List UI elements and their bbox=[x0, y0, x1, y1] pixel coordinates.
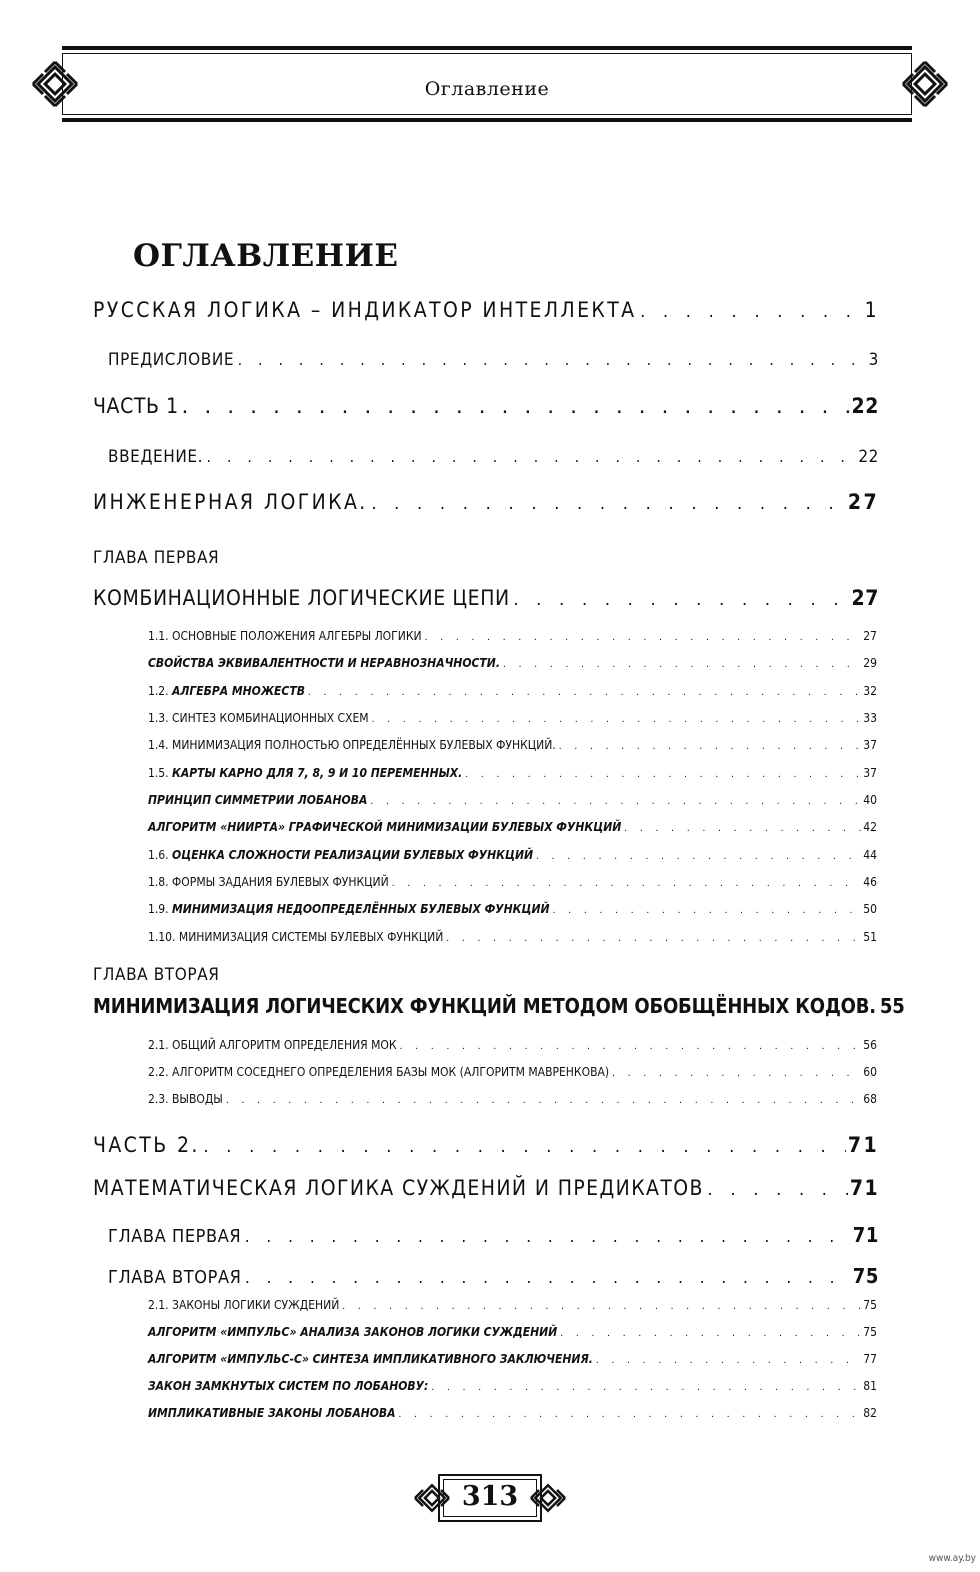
toc-entry[interactable] bbox=[148, 820, 877, 834]
leader-dots bbox=[370, 497, 846, 513]
toc-entry[interactable] bbox=[108, 1223, 879, 1247]
toc-entry[interactable] bbox=[93, 490, 879, 514]
toc-entry[interactable] bbox=[93, 1133, 879, 1157]
leader-dots bbox=[236, 354, 866, 368]
toc-entry-title: ПРЕДИСЛОВИЕ bbox=[108, 350, 235, 370]
toc-entry-number: 1.5. bbox=[148, 766, 169, 780]
toc-entry[interactable] bbox=[148, 738, 877, 752]
toc-entry[interactable] bbox=[148, 1065, 877, 1079]
toc-entry[interactable] bbox=[148, 1038, 877, 1052]
leader-dots bbox=[638, 305, 862, 321]
leader-dots bbox=[611, 1069, 861, 1078]
toc-entry[interactable] bbox=[148, 711, 877, 725]
leader-dots bbox=[243, 1231, 850, 1246]
toc-entry-title: ГЛАВА ВТОРАЯ bbox=[108, 1267, 242, 1288]
toc-entry-title: МАТЕМАТИЧЕСКАЯ ЛОГИКА СУЖДЕНИЙ И ПРЕДИКАТОВ bbox=[93, 1176, 704, 1200]
toc-entry[interactable] bbox=[148, 1092, 877, 1106]
leader-dots bbox=[424, 633, 862, 642]
leader-dots bbox=[512, 593, 850, 609]
toc-entry-page: 71 bbox=[847, 1133, 879, 1157]
toc-entry-page: 42 bbox=[863, 820, 877, 834]
toc-entry-title: 2.3. ВЫВОДЫ bbox=[148, 1092, 223, 1106]
leader-dots bbox=[202, 1140, 846, 1156]
toc-entry-page: 44 bbox=[863, 848, 877, 862]
toc-entry-page: 27 bbox=[847, 490, 879, 514]
toc-entry[interactable] bbox=[93, 994, 905, 1018]
chapter-label: ГЛАВА ПЕРВАЯ bbox=[93, 548, 220, 568]
celtic-knot-ornament-icon bbox=[899, 58, 951, 110]
toc-entry-title: ПРИНЦИП СИММЕТРИИ ЛОБАНОВА bbox=[148, 793, 368, 807]
toc-entry[interactable] bbox=[108, 1264, 879, 1288]
toc-entry-title: ЧАСТЬ 1 bbox=[93, 394, 179, 418]
toc-entry-page: 71 bbox=[852, 1223, 879, 1247]
toc-entry-title: ОЦЕНКА СЛОЖНОСТИ РЕАЛИЗАЦИИ БУЛЕВЫХ ФУНКЦИЙ bbox=[172, 848, 534, 862]
toc-entry-page: 55 bbox=[879, 994, 905, 1018]
toc-entry[interactable] bbox=[108, 350, 879, 370]
leader-dots bbox=[369, 797, 861, 806]
toc-entry-title: ВВЕДЕНИЕ. bbox=[108, 447, 204, 467]
leader-dots bbox=[181, 401, 850, 417]
toc-entry-number: 1.9. bbox=[148, 902, 169, 916]
toc-entry-page: 82 bbox=[863, 1406, 877, 1420]
toc-entry-page: 22 bbox=[858, 447, 879, 467]
toc-entry[interactable] bbox=[93, 394, 879, 418]
toc-entry-title: АЛГОРИТМ «НИИРТА» ГРАФИЧЕСКОЙ МИНИМИЗАЦИИ БУЛЕВЫХ ФУНКЦИЙ bbox=[148, 820, 622, 834]
toc-entry-title: РУССКАЯ ЛОГИКА – ИНДИКАТОР ИНТЕЛЛЕКТА bbox=[93, 298, 637, 322]
leader-dots bbox=[205, 451, 856, 465]
toc-entry[interactable] bbox=[148, 875, 877, 889]
leader-dots bbox=[244, 1272, 851, 1287]
toc-entry-page: 37 bbox=[863, 738, 877, 752]
toc-entry[interactable] bbox=[148, 1406, 877, 1420]
toc-entry-page: 40 bbox=[863, 793, 877, 807]
toc-entry-title: 1.3. СИНТЕЗ КОМБИНАЦИОННЫХ СХЕМ bbox=[148, 711, 369, 725]
toc-entry[interactable] bbox=[148, 1352, 877, 1366]
toc-entry-title: 1.1. ОСНОВНЫЕ ПОЛОЖЕНИЯ АЛГЕБРЫ ЛОГИКИ bbox=[148, 629, 422, 643]
toc-entry-page: 77 bbox=[863, 1352, 877, 1366]
toc-entry-number: 1.6. bbox=[148, 848, 169, 862]
leader-dots bbox=[502, 660, 861, 669]
celtic-knot-ornament-icon bbox=[528, 1478, 568, 1518]
toc-entry[interactable] bbox=[148, 629, 877, 643]
toc-entry-title: 2.2. АЛГОРИТМ СОСЕДНЕГО ОПРЕДЕЛЕНИЯ БАЗЫ МОК (АЛГОРИТМ МАВРЕНКОВА) bbox=[148, 1065, 610, 1079]
watermark: www.ay.by bbox=[928, 1553, 976, 1564]
toc-entry-title: СВОЙСТВА ЭКВИВАЛЕНТНОСТИ И НЕРАВНОЗНАЧНОСТИ. bbox=[148, 656, 500, 670]
toc-entry-title: ЧАСТЬ 2. bbox=[93, 1133, 200, 1157]
page-number: 313 bbox=[461, 1481, 519, 1512]
celtic-knot-ornament-icon bbox=[29, 58, 81, 110]
toc-entry-title: МИНИМИЗАЦИЯ НЕДООПРЕДЕЛЁННЫХ БУЛЕВЫХ ФУНКЦИЙ bbox=[172, 902, 550, 916]
toc-entry-title: АЛГОРИТМ «ИМПУЛЬС-С» СИНТЕЗА ИМПЛИКАТИВНОГО ЗАКЛЮЧЕНИЯ. bbox=[148, 1352, 593, 1366]
leader-dots bbox=[623, 824, 861, 833]
leader-dots bbox=[595, 1356, 861, 1365]
toc-entry-page: 3 bbox=[868, 350, 879, 370]
leader-dots bbox=[391, 879, 862, 888]
leader-dots bbox=[341, 1302, 861, 1311]
toc-entry-title: ЗАКОН ЗАМКНУТЫХ СИСТЕМ ПО ЛОБАНОВУ: bbox=[148, 1379, 429, 1393]
toc-entry[interactable] bbox=[148, 1298, 877, 1312]
toc-entry-number: 1.2. bbox=[148, 684, 169, 698]
toc-entry-page: 50 bbox=[863, 902, 877, 916]
toc-entry-title: 1.10. МИНИМИЗАЦИЯ СИСТЕМЫ БУЛЕВЫХ ФУНКЦИЙ bbox=[148, 930, 444, 944]
toc-entry-page: 32 bbox=[863, 684, 877, 698]
leader-dots bbox=[558, 742, 862, 751]
chapter-label: ГЛАВА ВТОРАЯ bbox=[93, 965, 220, 985]
toc-entry-page: 27 bbox=[851, 586, 879, 610]
page-number-frame bbox=[438, 1474, 542, 1522]
leader-dots bbox=[706, 1183, 848, 1199]
leader-dots bbox=[535, 852, 861, 861]
toc-entry-page: 22 bbox=[851, 394, 879, 418]
leader-dots bbox=[398, 1410, 862, 1419]
leader-dots bbox=[307, 688, 861, 697]
toc-entry-title: ГЛАВА ПЕРВАЯ bbox=[108, 1226, 242, 1247]
toc-entry[interactable] bbox=[108, 447, 879, 467]
toc-entry[interactable] bbox=[148, 793, 877, 807]
toc-entry-title: КАРТЫ КАРНО ДЛЯ 7, 8, 9 И 10 ПЕРЕМЕННЫХ. bbox=[172, 766, 463, 780]
toc-entry[interactable] bbox=[148, 1379, 877, 1393]
toc-entry-title: ИНЖЕНЕРНАЯ ЛОГИКА. bbox=[93, 490, 368, 514]
toc-entry-title: КОМБИНАЦИОННЫЕ ЛОГИЧЕСКИЕ ЦЕПИ bbox=[93, 586, 510, 610]
toc-entry-page: 56 bbox=[863, 1038, 877, 1052]
running-header-title: Оглавление bbox=[424, 78, 550, 100]
toc-entry-page: 68 bbox=[863, 1092, 877, 1106]
toc-entry-page: 60 bbox=[863, 1065, 877, 1079]
toc-entry[interactable] bbox=[93, 298, 879, 322]
leader-dots bbox=[445, 934, 861, 943]
toc-entry[interactable] bbox=[148, 930, 877, 944]
toc-entry[interactable] bbox=[93, 586, 879, 610]
toc-entry[interactable] bbox=[148, 656, 877, 670]
toc-entry[interactable] bbox=[148, 1325, 877, 1339]
leader-dots bbox=[552, 906, 862, 915]
leader-dots bbox=[399, 1042, 862, 1051]
leader-dots bbox=[559, 1329, 861, 1338]
toc-entry-page: 75 bbox=[852, 1264, 879, 1288]
toc-entry[interactable] bbox=[93, 1176, 879, 1200]
toc-entry[interactable] bbox=[148, 766, 877, 780]
leader-dots bbox=[430, 1383, 861, 1392]
toc-entry-page: 37 bbox=[863, 766, 877, 780]
toc-entry[interactable] bbox=[148, 848, 877, 862]
toc-entry-title: 2.1. ОБЩИЙ АЛГОРИТМ ОПРЕДЕЛЕНИЯ МОК bbox=[148, 1038, 397, 1052]
toc-entry[interactable] bbox=[148, 684, 877, 698]
toc-entry-title: 1.8. ФОРМЫ ЗАДАНИЯ БУЛЕВЫХ ФУНКЦИЙ bbox=[148, 875, 389, 889]
toc-entry-page: 75 bbox=[863, 1325, 877, 1339]
leader-dots bbox=[464, 770, 861, 779]
toc-entry-page: 46 bbox=[863, 875, 877, 889]
toc-entry[interactable] bbox=[148, 902, 877, 916]
toc-entry-page: 29 bbox=[863, 656, 877, 670]
toc-entry-title: 1.4. МИНИМИЗАЦИЯ ПОЛНОСТЬЮ ОПРЕДЕЛЁННЫХ БУЛЕВЫХ ФУНКЦИЙ. bbox=[148, 738, 556, 752]
toc-entry-title: 2.1. ЗАКОНЫ ЛОГИКИ СУЖДЕНИЙ bbox=[148, 1298, 340, 1312]
toc-entry-page: 81 bbox=[863, 1379, 877, 1393]
toc-entry-page: 1 bbox=[864, 298, 879, 322]
toc-entry-page: 51 bbox=[863, 930, 877, 944]
toc-heading: ОГЛАВЛЕНИЕ bbox=[133, 238, 399, 274]
toc-entry-page: 75 bbox=[863, 1298, 877, 1312]
toc-entry-title: ИМПЛИКАТИВНЫЕ ЗАКОНЫ ЛОБАНОВА bbox=[148, 1406, 396, 1420]
toc-entry-title: АЛГЕБРА МНОЖЕСТВ bbox=[172, 684, 305, 698]
leader-dots bbox=[225, 1096, 861, 1105]
toc-entry-page: 33 bbox=[863, 711, 877, 725]
toc-entry-page: 71 bbox=[849, 1176, 879, 1200]
leader-dots bbox=[371, 715, 862, 724]
toc-entry-title: МИНИМИЗАЦИЯ ЛОГИЧЕСКИХ ФУНКЦИЙ МЕТОДОМ ОБОБЩЁННЫХ КОДОВ. bbox=[93, 994, 876, 1018]
toc-entry-page: 27 bbox=[863, 629, 877, 643]
toc-entry-title: АЛГОРИТМ «ИМПУЛЬС» АНАЛИЗА ЗАКОНОВ ЛОГИКИ СУЖДЕНИЙ bbox=[148, 1325, 558, 1339]
running-header-frame bbox=[62, 46, 912, 122]
